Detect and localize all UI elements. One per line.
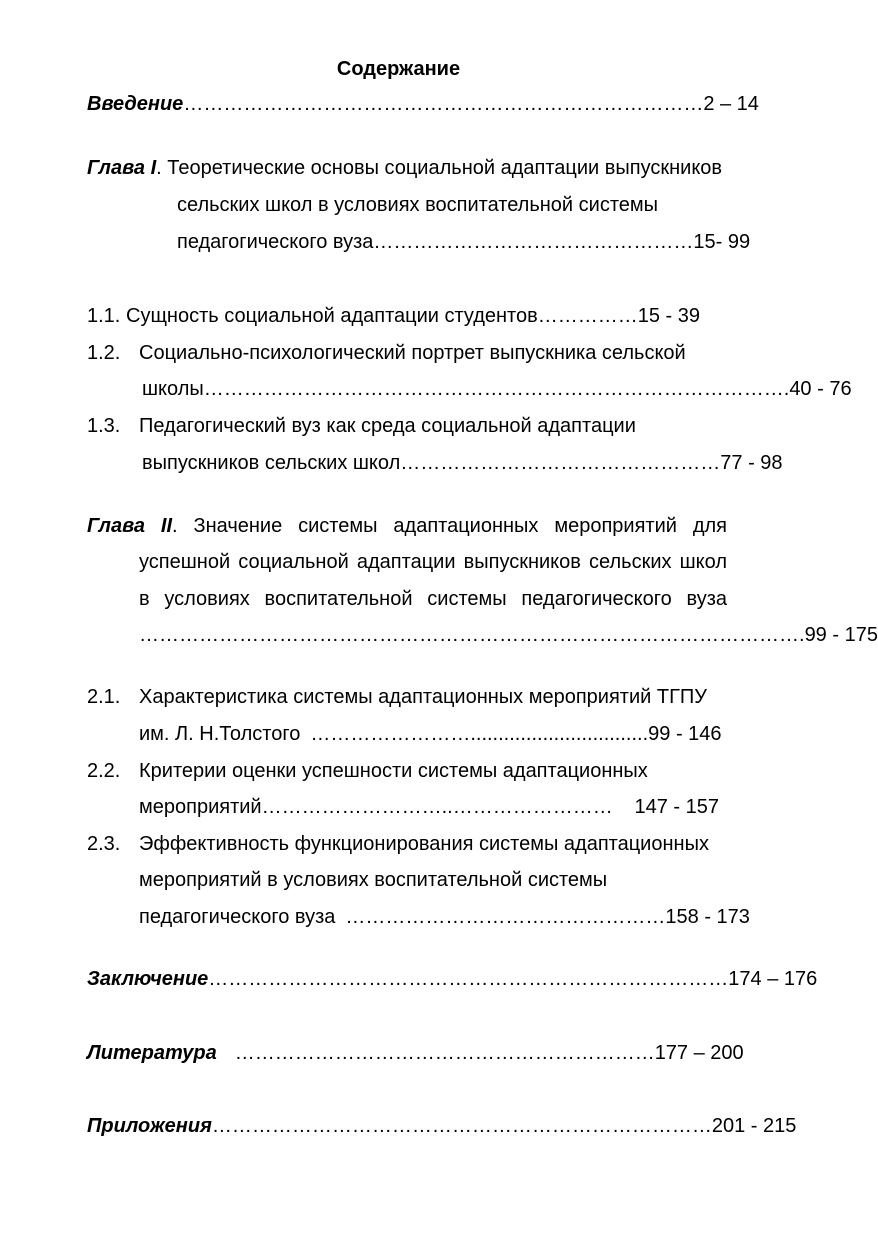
toc-text-line: сельских школ в условиях воспитательной системы (177, 194, 658, 216)
toc-pages: 99 - 146 (648, 723, 722, 745)
toc-leader: ………………………………………………………………… (211, 1115, 712, 1137)
toc-text: педагогического вуза (177, 231, 374, 253)
toc-section-2-1[interactable] (87, 685, 707, 709)
toc-label: Глава I (87, 157, 157, 179)
toc-chapter-1-tail (177, 230, 751, 254)
section-number: 2.1. (87, 686, 121, 708)
toc-label: Введение (87, 93, 184, 115)
toc-leader: ………………………..…………………… (261, 796, 613, 818)
toc-pages: 77 - 98 (720, 452, 783, 474)
toc-pages: 174 – 176 (728, 968, 818, 990)
toc-leader: …………………………………………………………………… (183, 93, 704, 115)
page-title: Содержание (336, 58, 461, 80)
toc-leader: ……………………................................ (310, 723, 649, 745)
section-number: 1.3. (87, 415, 121, 437)
toc-leader: …………………………………………………………………… (208, 968, 729, 990)
toc-text-line: успешной социальной адаптации выпускников сельских школ (139, 551, 727, 573)
toc-label: Глава II (87, 515, 173, 537)
toc-pages: 147 - 157 (634, 796, 719, 818)
toc-pages: 2 – 14 (703, 93, 759, 115)
toc-pages: 177 – 200 (654, 1042, 744, 1064)
toc-entry-conclusion[interactable] (87, 967, 818, 991)
toc-pages: 15 - 39 (637, 305, 700, 327)
toc-text: Сущность социальной адаптации студентов (126, 305, 538, 327)
toc-entry-appendix[interactable] (87, 1114, 797, 1138)
toc-label: Приложения (87, 1115, 212, 1137)
section-number: 2.3. (87, 833, 121, 855)
toc-entry-intro[interactable] (87, 92, 759, 116)
toc-pages: 40 - 76 (789, 378, 852, 400)
toc-section-2-3-tail (139, 905, 750, 929)
toc-section-1-3[interactable] (87, 414, 636, 438)
toc-text: Педагогический вуз как среда социальной адаптации (139, 415, 636, 437)
toc-text: педагогического вуза (139, 906, 336, 928)
section-number: 1.1. (87, 305, 121, 327)
toc-leader: ………………………………………… (345, 906, 666, 928)
toc-leader: …………… (537, 305, 638, 327)
toc-label: Литература (87, 1042, 217, 1064)
toc-entry-literature[interactable] (87, 1041, 744, 1065)
toc-section-1-1[interactable] (87, 304, 700, 328)
toc-text: Социально-психологический портрет выпускника сельской (139, 342, 686, 364)
toc-pages: 15- 99 (693, 231, 751, 253)
toc-leader: ………………………………………… (373, 231, 694, 253)
toc-pages: 201 - 215 (711, 1115, 797, 1137)
toc-section-1-2-tail (142, 377, 852, 401)
toc-leader: ……………………………………………………………………………. (203, 378, 790, 400)
section-number: 2.2. (87, 760, 121, 782)
toc-text: Характеристика системы адаптационных мероприятий ТГПУ (139, 686, 707, 708)
toc-pages: 158 - 173 (665, 906, 750, 928)
toc-section-2-3[interactable] (87, 832, 709, 856)
toc-leader: ………………………………………… (400, 452, 721, 474)
toc-section-1-2[interactable] (87, 341, 686, 365)
toc-text: им. Л. Н.Толстого (139, 723, 301, 745)
toc-chapter-1-heading[interactable] (87, 156, 722, 180)
toc-text: . Значение системы адаптационных мероприятий для (172, 515, 727, 537)
toc-text: выпускников сельских школ (142, 452, 401, 474)
toc-chapter-2-tail (139, 623, 878, 647)
toc-text: . Теоретические основы социальной адаптации выпускников (156, 157, 723, 179)
toc-text-line: мероприятий в условиях воспитательной системы (139, 869, 608, 891)
toc-label: Заключение (87, 968, 209, 990)
toc-text: мероприятий (139, 796, 262, 818)
toc-text: Критерии оценки успешности системы адаптационных (139, 760, 648, 782)
section-number: 1.2. (87, 342, 121, 364)
toc-chapter-2-heading[interactable] (87, 514, 727, 538)
toc-text: школы (142, 378, 204, 400)
toc-section-2-2-tail (139, 795, 719, 819)
toc-text: Эффективность функционирования системы адаптационных (139, 833, 709, 855)
toc-pages: 99 - 175 (804, 624, 878, 646)
toc-leader: ………………………………………………………………………………………. (139, 624, 805, 646)
toc-section-1-3-tail (142, 451, 783, 475)
toc-leader: ……………………………………………………… (234, 1042, 655, 1064)
toc-section-2-1-tail (139, 722, 722, 746)
toc-text-line: в условиях воспитательной системы педагогического вуза (139, 588, 727, 610)
toc-section-2-2[interactable] (87, 759, 648, 783)
